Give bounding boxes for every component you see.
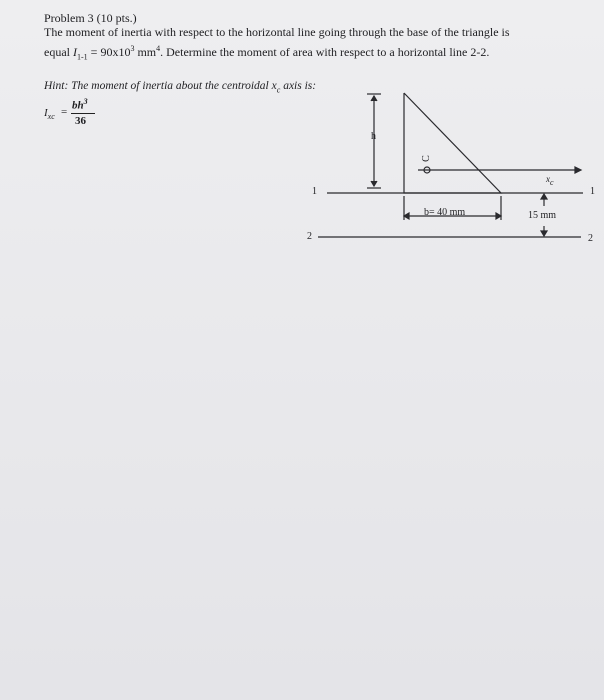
distance-label: 15 mm xyxy=(528,210,557,221)
line-2-left-label: 2 xyxy=(307,231,312,242)
inertia-value: = 90x10 xyxy=(87,45,131,59)
base-dimension-label: b= 40 mm xyxy=(424,207,466,218)
inertia-subscript: 1-1 xyxy=(77,52,88,62)
inertia-unit-exponent: 4 xyxy=(156,44,161,53)
formula-numerator-exponent: 3 xyxy=(83,97,88,106)
triangle-outline xyxy=(404,93,501,193)
line-2-right-label: 2 xyxy=(588,233,593,244)
formula-lhs-symbol: I xyxy=(44,107,48,119)
problem-statement-line-1: The moment of inertia with respect to the horizontal line going through the base of the triangle is xyxy=(44,25,510,39)
inertia-symbol: I xyxy=(73,45,77,59)
problem-title: Problem 3 (10 pts.) xyxy=(44,11,137,25)
hint-lead: Hint: The moment of inertia about the centroidal x xyxy=(44,80,277,92)
line-1-left-label: 1 xyxy=(312,186,317,197)
base-arrow-left xyxy=(404,213,409,219)
base-arrow-right xyxy=(496,213,501,219)
height-label: h xyxy=(371,131,376,142)
hint-axis-subscript: c xyxy=(276,85,281,95)
formula-lhs-subscript: xc xyxy=(47,112,55,122)
centroid-label: C xyxy=(420,155,432,162)
distance-arrow-bottom-head xyxy=(541,231,547,236)
formula-denominator: 36 xyxy=(75,115,86,127)
centroidal-axis-subscript: c xyxy=(550,177,554,187)
centroidal-axis-symbol: x xyxy=(546,174,550,184)
line-1-right-label: 1 xyxy=(590,186,595,197)
distance-arrow-top-head xyxy=(541,194,547,199)
inertia-unit: mm xyxy=(134,45,157,59)
formula-numerator-base: bh xyxy=(72,99,84,112)
centroidal-axis-arrow xyxy=(575,167,581,173)
line2-prefix: equal xyxy=(44,45,73,59)
centroidal-axis-label xyxy=(546,174,554,188)
inertia-exponent: 3 xyxy=(130,44,135,53)
height-arrow-bottom xyxy=(371,181,377,186)
hint-tail: axis is: xyxy=(280,80,317,92)
formula-equals: = xyxy=(61,106,68,118)
height-arrow-top xyxy=(371,96,377,101)
problem-question: . Determine the moment of area with respect to a horizontal line 2-2. xyxy=(160,45,490,59)
